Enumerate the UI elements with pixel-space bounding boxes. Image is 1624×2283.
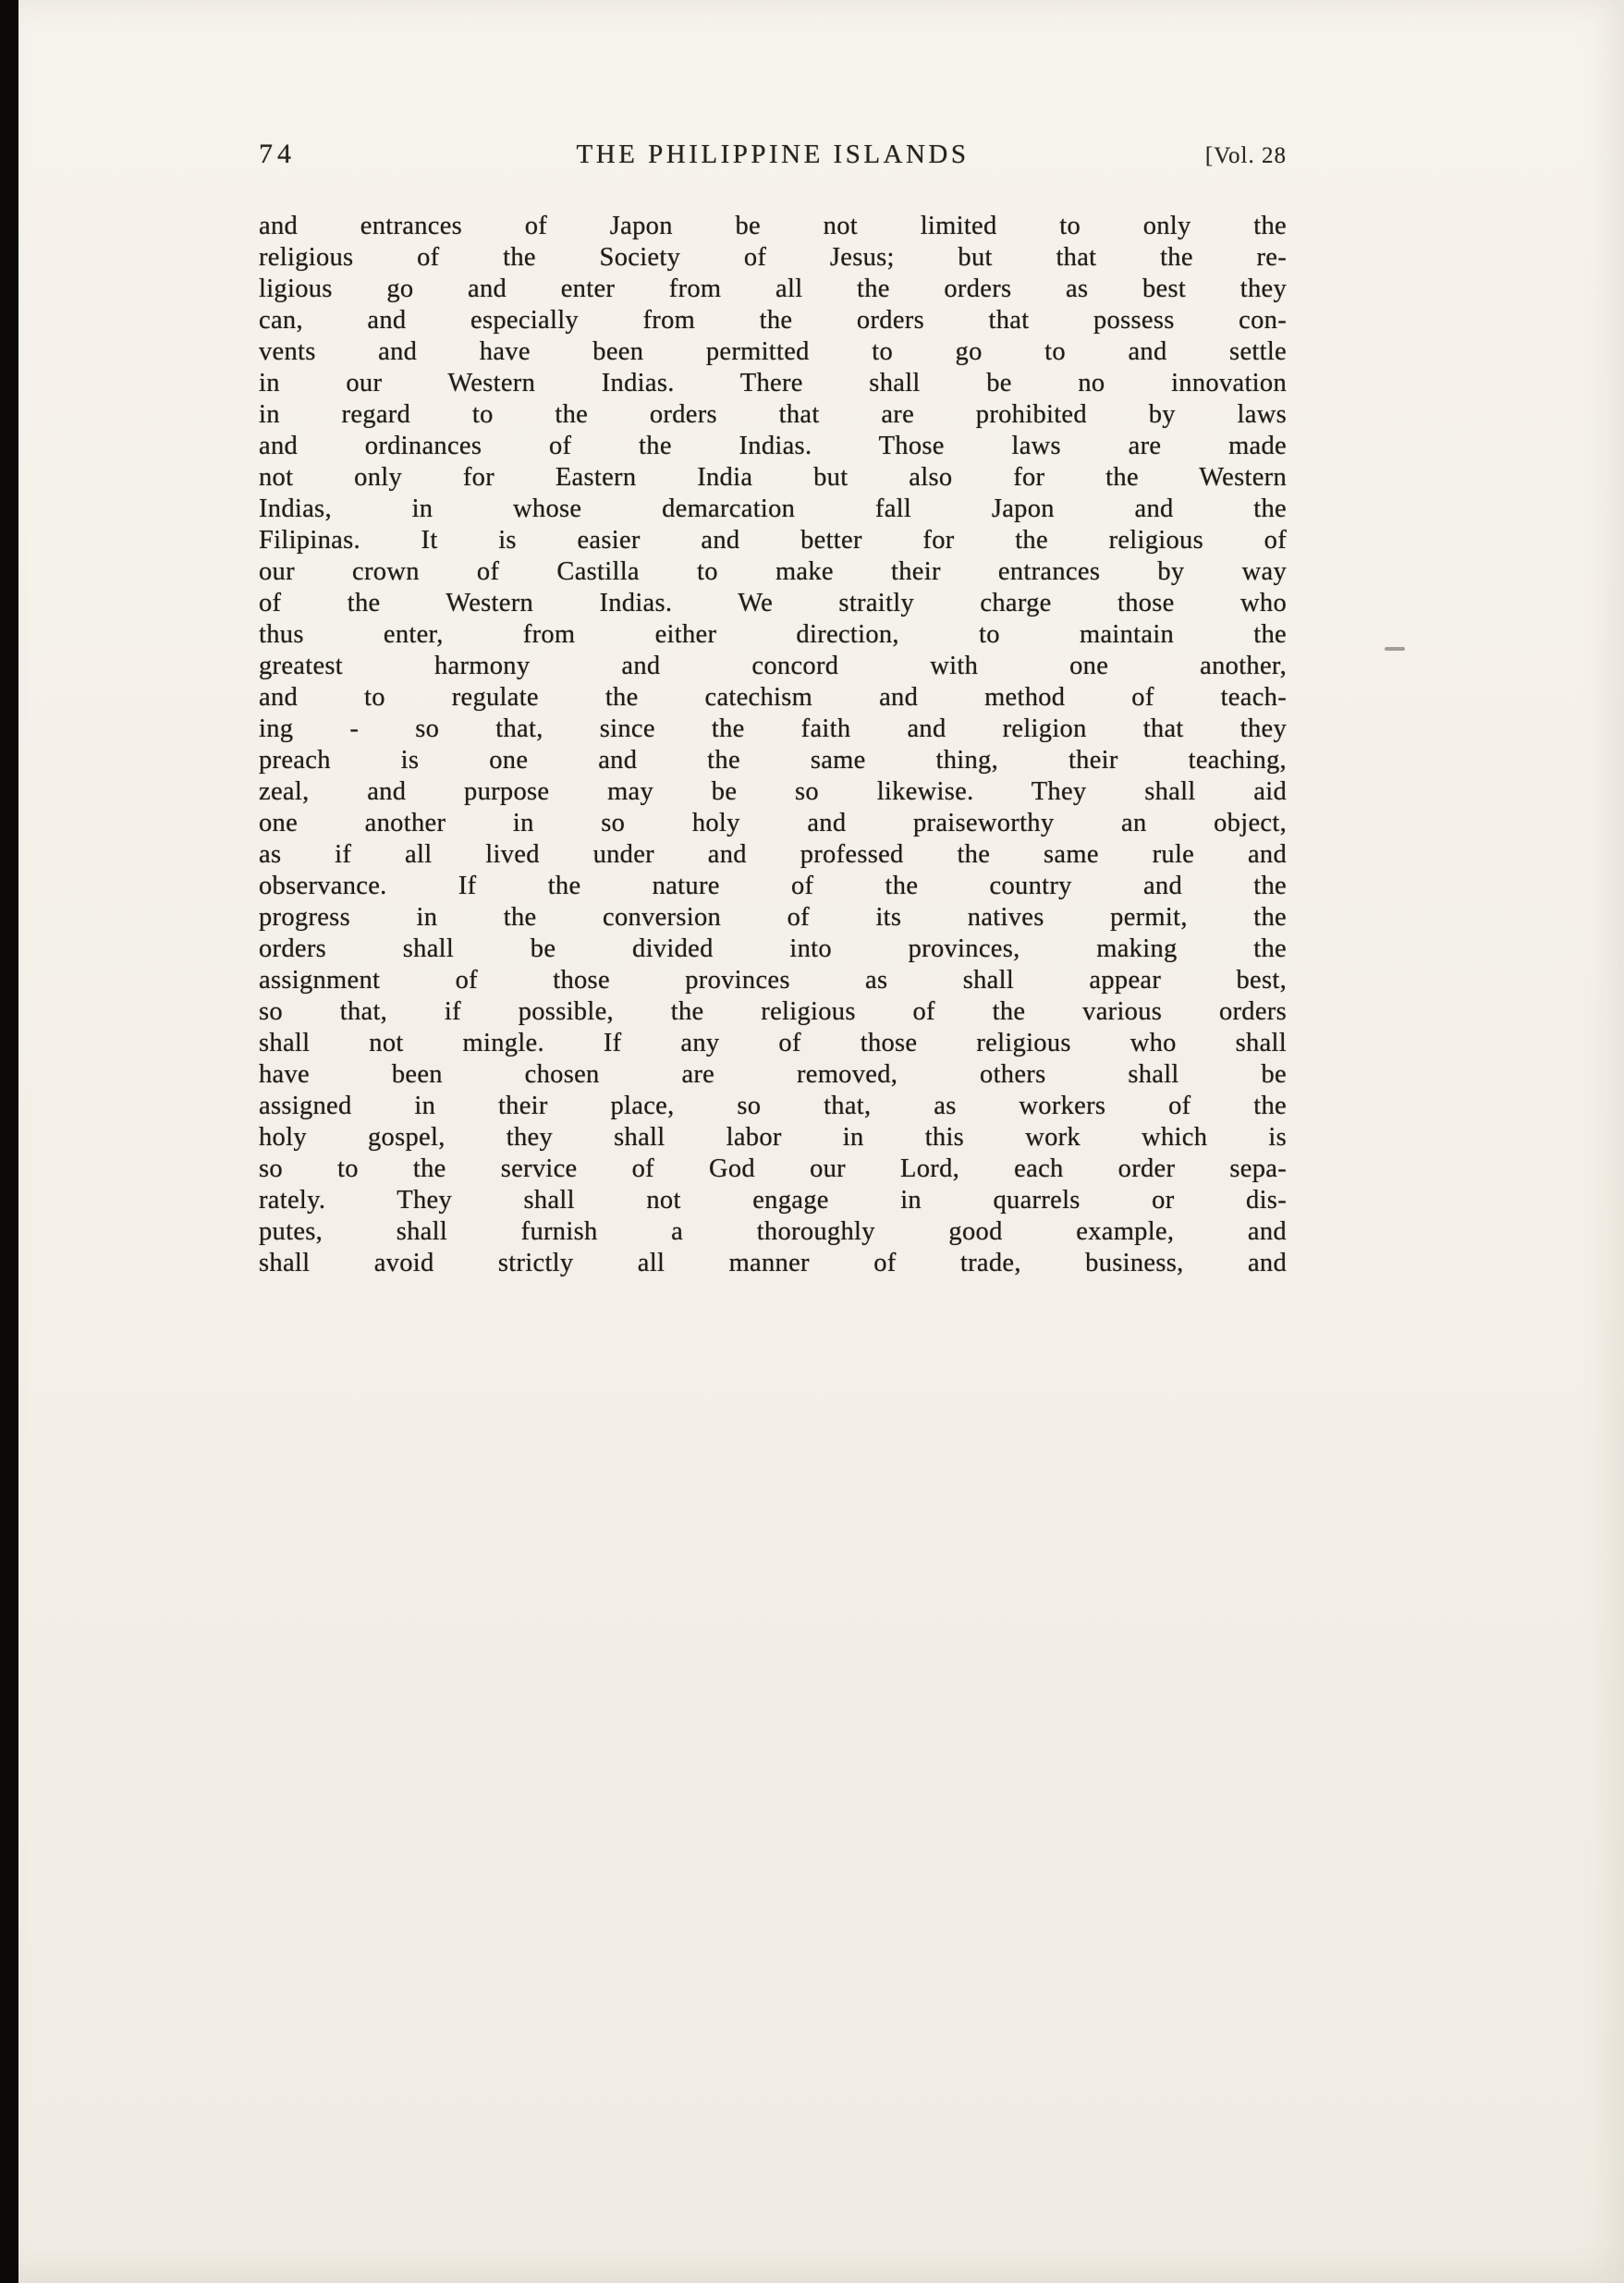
- scan-edge-artifact: [0, 0, 18, 2283]
- text-line: holy gospel, they shall labor in this work which is: [259, 1123, 1287, 1152]
- text-line: in regard to the orders that are prohibited by laws: [259, 400, 1287, 429]
- text-line: putes, shall furnish a thoroughly good example, and: [259, 1217, 1287, 1246]
- running-title: THE PHILIPPINE ISLANDS: [576, 140, 970, 169]
- text-line: vents and have been permitted to go to and settle: [259, 337, 1287, 366]
- text-line: and to regulate the catechism and method of teach-: [259, 683, 1287, 712]
- text-line: as if all lived under and professed the same rule and: [259, 840, 1287, 869]
- text-line: observance. If the nature of the country and the: [259, 872, 1287, 900]
- running-header: [259, 139, 1287, 177]
- body-text: [259, 211, 1287, 1279]
- text-line: can, and especially from the orders that possess con-: [259, 306, 1287, 335]
- text-line: not only for Eastern India but also for the Western: [259, 463, 1287, 492]
- text-line: assigned in their place, so that, as workers of the: [259, 1092, 1287, 1120]
- text-line: so that, if possible, the religious of the various orders: [259, 997, 1287, 1026]
- text-line: orders shall be divided into provinces, making the: [259, 934, 1287, 963]
- text-line: one another in so holy and praiseworthy an object,: [259, 809, 1287, 837]
- text-line: ing - so that, since the faith and religion that they: [259, 714, 1287, 743]
- text-line: Indias, in whose demarcation fall Japon and the: [259, 494, 1287, 523]
- text-line: assignment of those provinces as shall appear best,: [259, 966, 1287, 995]
- text-line: so to the service of God our Lord, each order sepa-: [259, 1154, 1287, 1183]
- text-line: ligious go and enter from all the orders as best they: [259, 275, 1287, 303]
- scan-dash-artifact: [1385, 647, 1405, 651]
- text-line: have been chosen are removed, others shall be: [259, 1060, 1287, 1089]
- text-line: shall not mingle. If any of those religious who shall: [259, 1029, 1287, 1057]
- text-line: our crown of Castilla to make their entrances by way: [259, 557, 1287, 586]
- text-line: in our Western Indias. There shall be no innovation: [259, 369, 1287, 397]
- text-line: preach is one and the same thing, their teaching,: [259, 746, 1287, 775]
- text-line: greatest harmony and concord with one another,: [259, 652, 1287, 680]
- text-line: thus enter, from either direction, to maintain the: [259, 620, 1287, 649]
- text-line: Filipinas. It is easier and better for the religious of: [259, 526, 1287, 555]
- text-line: and entrances of Japon be not limited to only the: [259, 212, 1287, 240]
- text-line: religious of the Society of Jesus; but that the re-: [259, 243, 1287, 272]
- text-line: and ordinances of the Indias. Those laws are made: [259, 432, 1287, 460]
- text-line: progress in the conversion of its natives permit, the: [259, 903, 1287, 932]
- text-line: zeal, and purpose may be so likewise. They shall aid: [259, 777, 1287, 806]
- page-number: 74: [259, 139, 296, 169]
- text-line: of the Western Indias. We straitly charge those who: [259, 589, 1287, 617]
- volume-label: [Vol. 28: [1204, 143, 1287, 168]
- text-line: shall avoid strictly all manner of trade, business, and: [259, 1249, 1287, 1277]
- text-line: rately. They shall not engage in quarrels or dis-: [259, 1186, 1287, 1215]
- page-content: [259, 139, 1287, 1279]
